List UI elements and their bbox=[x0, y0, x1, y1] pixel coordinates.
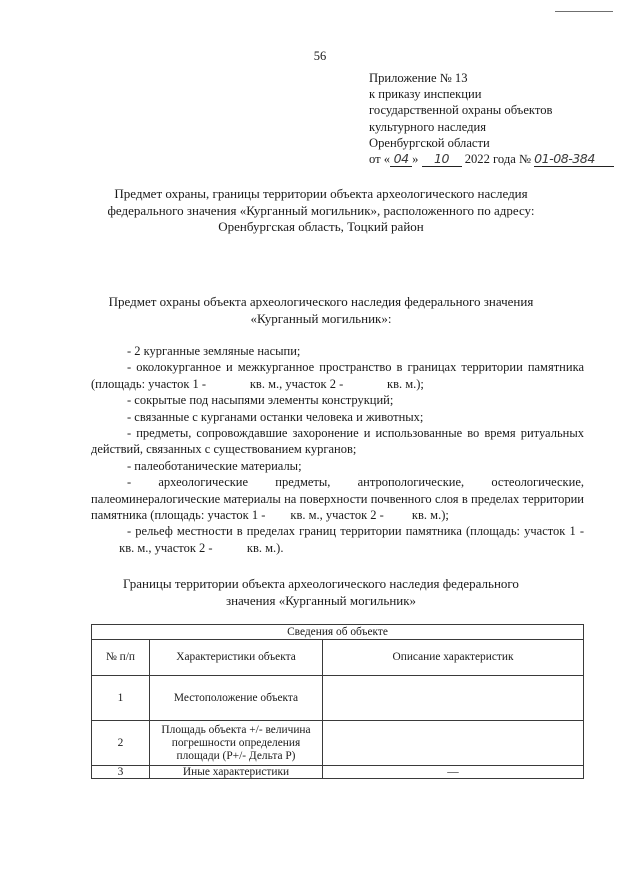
row-number: 2 bbox=[92, 721, 150, 766]
document-title bbox=[86, 186, 556, 236]
column-header-description: Описание характеристик bbox=[323, 640, 584, 676]
subject-item: - археологические предметы, антропологические, остеологические, палеоминералогические материалы на поверхности почвенного слоя в пределах территории памятника (площадь: участок 1 - кв. м., участок 2 - кв. м.); bbox=[91, 475, 584, 523]
row-description: — bbox=[323, 766, 584, 779]
object-info-table bbox=[91, 624, 584, 779]
date-year: 2022 года № bbox=[464, 152, 531, 167]
appendix-line: к приказу инспекции bbox=[369, 87, 482, 102]
row-description bbox=[323, 676, 584, 721]
appendix-line: государственной охраны объектов bbox=[369, 103, 553, 118]
column-header-number: № п/п bbox=[92, 640, 150, 676]
subject-item: - сокрытые под насыпями элементы конструкций; bbox=[127, 393, 394, 408]
section-title-line: Предмет охраны объекта археологического наследия федерального значения bbox=[108, 294, 534, 309]
subject-item: - 2 курганные земляные насыпи; bbox=[127, 344, 301, 358]
column-header-characteristic: Характеристики объекта bbox=[150, 640, 323, 676]
handwritten-order-number: 01-08-384 bbox=[534, 152, 614, 167]
handwritten-day: 04 bbox=[390, 152, 412, 167]
table-row bbox=[92, 766, 584, 779]
row-characteristic: Площадь объекта +/- величина погрешности определения площади (Р+/- Дельта Р) bbox=[150, 721, 323, 766]
subject-item: - околокурганное и межкурганное пространство в границах территории памятника (площадь: участок 1 - кв. м., участок 2 - кв. м.); bbox=[91, 360, 584, 391]
row-number: 1 bbox=[92, 676, 150, 721]
date-prefix: от « bbox=[369, 152, 391, 167]
section-title-line: Границы территории объекта археологического наследия федерального bbox=[123, 576, 519, 591]
section-title-line: «Курганный могильник»: bbox=[250, 310, 392, 326]
row-number: 3 bbox=[92, 766, 150, 779]
appendix-line: Оренбургской области bbox=[369, 135, 490, 150]
title-line: Оренбургская область, Тоцкий район bbox=[218, 219, 424, 234]
subject-item: - рельеф местности в пределах границ территории памятника (площадь: участок 1 - кв. м., участок 2 - кв. м.). bbox=[91, 524, 584, 555]
subject-item: - предметы, сопровождавшие захоронение и использованные во время ритуальных действий, связанных с существованием курганов; bbox=[91, 426, 584, 457]
date-mid: » bbox=[412, 152, 419, 167]
row-characteristic: Иные характеристики bbox=[150, 766, 323, 779]
row-description bbox=[323, 721, 584, 766]
row-characteristic: Местоположение объекта bbox=[150, 676, 323, 721]
appendix-line: Приложение № 13 bbox=[369, 71, 468, 85]
appendix-date-line bbox=[369, 151, 637, 167]
handwritten-month: 10 bbox=[422, 152, 462, 167]
subject-item: - палеоботанические материалы; bbox=[127, 458, 302, 473]
title-line: федерального значения «Курганный могильник», расположенного по адресу: bbox=[107, 202, 535, 218]
table-group-header: Сведения об объекте bbox=[92, 625, 584, 640]
table-row bbox=[92, 721, 584, 766]
table-row bbox=[92, 676, 584, 721]
subject-items-list bbox=[91, 343, 584, 556]
page-number: 56 bbox=[313, 49, 327, 63]
boundaries-section-title bbox=[86, 576, 556, 609]
appendix-line: культурного наследия bbox=[369, 119, 487, 134]
section-title-line: значения «Курганный могильник» bbox=[225, 592, 417, 608]
subject-section-title bbox=[86, 294, 556, 327]
appendix-block bbox=[369, 70, 637, 167]
title-line: Предмет охраны, границы территории объекта археологического наследия bbox=[114, 186, 528, 201]
subject-item: - связанные с курганами останки человека и животных; bbox=[127, 409, 424, 424]
stray-pen-mark bbox=[555, 11, 613, 12]
